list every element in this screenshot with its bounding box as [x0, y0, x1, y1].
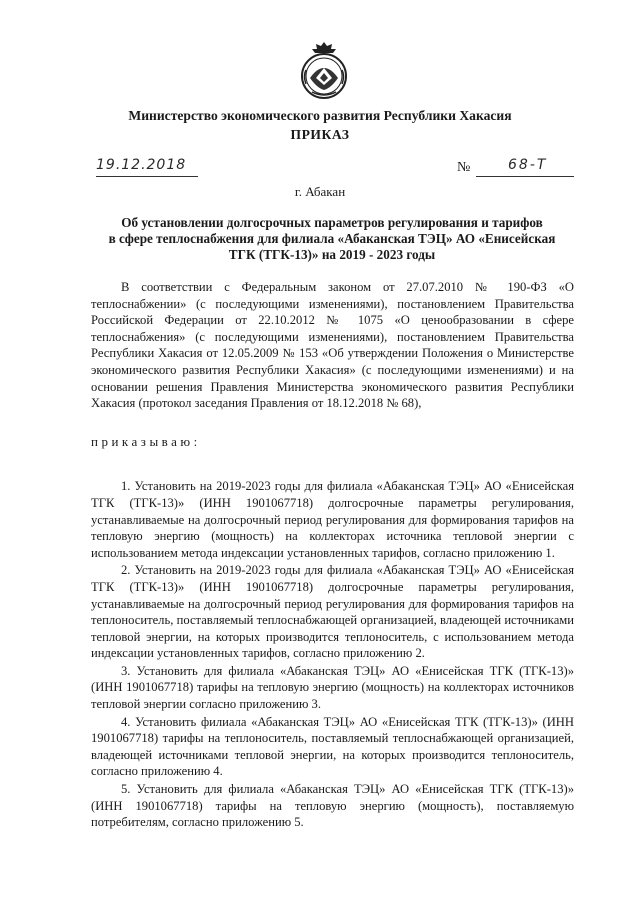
- ministry-name: Министерство экономического развития Республики Хакасия: [128, 108, 512, 123]
- number-field: [476, 157, 574, 177]
- intro-paragraph: В соответствии с Федеральным законом от 27.07.2010 № 190-ФЗ «О теплоснабжении» (с последующими изменениями), постановлением Правительства Российской Федерации от 22.10.2012 № 1075 «О ценообразовании в сфере теплоснабжения» (с последующими изменениями), постановлением Правительства Республики Хакасия от 12.05.2009 № 153 «Об утверждении Положения о Министерстве экономического развития Республики Хакасия» (с последующими изменениями) и на основании решения Правления Министерства экономического развития Республики Хакасия (протокол заседания Правления от 18.12.2018 № 68),: [91, 280, 574, 411]
- title-line-3: ТГК (ТГК-13)» на 2019 - 2023 годы: [228, 247, 436, 262]
- title-line-2: в сфере теплоснабжения для филиала «Абаканская ТЭЦ» АО «Енисейская: [108, 231, 556, 246]
- document-type: ПРИКАЗ: [290, 127, 350, 142]
- document-title: [92, 215, 572, 263]
- order-word: приказываю:: [91, 433, 201, 449]
- city: г. Абакан: [294, 184, 346, 199]
- document-body: [91, 279, 574, 832]
- order-date: 19.12.2018: [96, 157, 187, 173]
- order-item-4: 4. Установить филиала «Абаканская ТЭЦ» АО «Енисейская ТГК (ТГК-13)» (ИНН 1901067718) тарифы на теплоноситель, поставляемый теплоснабжающей организацией, владеющей источниками тепловой энергии, на которых производится теплоноситель, согласно приложению 4.: [91, 714, 574, 779]
- order-item-5: 5. Установить для филиала «Абаканская ТЭЦ» АО «Енисейская ТГК (ТГК-13)» (ИНН 1901067718) тарифы на тепловую энергию (мощность), поставляемую потребителям, согласно приложению 5.: [91, 782, 574, 830]
- order-number: 68-Т: [508, 157, 548, 173]
- number-label: №: [457, 160, 471, 175]
- order-item-1: 1. Установить на 2019-2023 годы для филиала «Абаканская ТЭЦ» АО «Енисейская ТГК (ТГК-13)» (ИНН 1901067718) долгосрочные параметры регулирования, устанавливаемые на долгосрочный период регулирования для формирования тарифов на тепловую энергию (мощность) на коллекторах источника тепловой энергии с использованием метода индексации установленных тарифов, согласно приложению 1.: [91, 479, 574, 560]
- date-field: [96, 157, 198, 177]
- title-line-1: Об установлении долгосрочных параметров регулирования и тарифов: [121, 215, 543, 230]
- order-item-3: 3. Установить для филиала «Абаканская ТЭЦ» АО «Енисейская ТГК (ТГК-13)» (ИНН 1901067718) тарифы на тепловую энергию (мощность) на коллекторах источников тепловой энергии согласно приложению 3.: [91, 663, 574, 712]
- order-item-2: 2. Установить на 2019-2023 годы для филиала «Абаканская ТЭЦ» АО «Енисейская ТГК (ТГК-13)» (ИНН 1901067718) долгосрочные параметры регулирования, устанавливаемые на долгосрочный период регулирования для формирования тарифов на теплоноситель, поставляемый теплоснабжающей организацией, владеющей источниками тепловой энергии, на которых производится теплоноситель, с использованием метода индексации установленных тарифов, согласно приложению 2.: [91, 563, 574, 661]
- coat-of-arms-icon: [298, 40, 350, 100]
